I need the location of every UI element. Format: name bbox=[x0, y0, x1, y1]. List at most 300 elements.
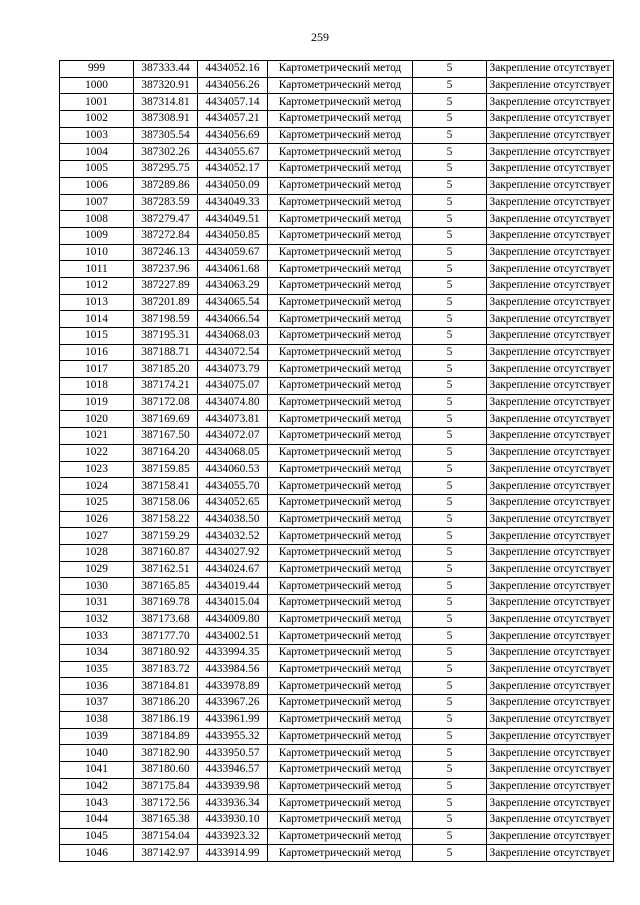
point-number-cell: 1031 bbox=[60, 595, 134, 612]
point-number-cell: 1008 bbox=[60, 211, 134, 228]
table-row bbox=[60, 161, 614, 178]
method-cell: Картометрический метод bbox=[268, 761, 413, 778]
fixing-cell: Закрепление отсутствует bbox=[487, 428, 614, 445]
method-cell: Картометрический метод bbox=[268, 578, 413, 595]
point-number-cell: 1034 bbox=[60, 645, 134, 662]
table-row bbox=[60, 578, 614, 595]
method-cell: Картометрический метод bbox=[268, 828, 413, 845]
y-coordinate-cell: 4434052.16 bbox=[198, 61, 268, 78]
table-row bbox=[60, 277, 614, 294]
point-number-cell: 1041 bbox=[60, 761, 134, 778]
table-row bbox=[60, 611, 614, 628]
table-row bbox=[60, 144, 614, 161]
point-number-cell: 1016 bbox=[60, 344, 134, 361]
fixing-cell: Закрепление отсутствует bbox=[487, 478, 614, 495]
fixing-cell: Закрепление отсутствует bbox=[487, 728, 614, 745]
method-cell: Картометрический метод bbox=[268, 645, 413, 662]
method-cell: Картометрический метод bbox=[268, 561, 413, 578]
table-row bbox=[60, 494, 614, 511]
fixing-cell: Закрепление отсутствует bbox=[487, 595, 614, 612]
point-number-cell: 1035 bbox=[60, 661, 134, 678]
method-cell: Картометрический метод bbox=[268, 778, 413, 795]
x-coordinate-cell: 387333.44 bbox=[134, 61, 198, 78]
table-row bbox=[60, 795, 614, 812]
table-row bbox=[60, 695, 614, 712]
method-cell: Картометрический метод bbox=[268, 227, 413, 244]
method-cell: Картометрический метод bbox=[268, 444, 413, 461]
point-number-cell: 1038 bbox=[60, 711, 134, 728]
fixing-cell: Закрепление отсутствует bbox=[487, 678, 614, 695]
table-row bbox=[60, 811, 614, 828]
x-coordinate-cell: 387272.84 bbox=[134, 227, 198, 244]
point-number-cell: 1023 bbox=[60, 461, 134, 478]
fixing-cell: Закрепление отсутствует bbox=[487, 711, 614, 728]
accuracy-cell: 5 bbox=[413, 661, 487, 678]
method-cell: Картометрический метод bbox=[268, 795, 413, 812]
method-cell: Картометрический метод bbox=[268, 811, 413, 828]
table-body bbox=[60, 61, 614, 862]
fixing-cell: Закрепление отсутствует bbox=[487, 561, 614, 578]
table-row bbox=[60, 511, 614, 528]
fixing-cell: Закрепление отсутствует bbox=[487, 311, 614, 328]
table-row bbox=[60, 194, 614, 211]
fixing-cell: Закрепление отсутствует bbox=[487, 661, 614, 678]
y-coordinate-cell: 4433930.10 bbox=[198, 811, 268, 828]
point-number-cell: 1044 bbox=[60, 811, 134, 828]
table-row bbox=[60, 778, 614, 795]
method-cell: Картометрический метод bbox=[268, 728, 413, 745]
table-row bbox=[60, 428, 614, 445]
x-coordinate-cell: 387167.50 bbox=[134, 428, 198, 445]
point-number-cell: 1039 bbox=[60, 728, 134, 745]
method-cell: Картометрический метод bbox=[268, 628, 413, 645]
x-coordinate-cell: 387154.04 bbox=[134, 828, 198, 845]
fixing-cell: Закрепление отсутствует bbox=[487, 511, 614, 528]
y-coordinate-cell: 4434057.21 bbox=[198, 111, 268, 128]
method-cell: Картометрический метод bbox=[268, 294, 413, 311]
method-cell: Картометрический метод bbox=[268, 378, 413, 395]
accuracy-cell: 5 bbox=[413, 828, 487, 845]
point-number-cell: 1043 bbox=[60, 795, 134, 812]
x-coordinate-cell: 387198.59 bbox=[134, 311, 198, 328]
x-coordinate-cell: 387195.31 bbox=[134, 328, 198, 345]
table-row bbox=[60, 177, 614, 194]
y-coordinate-cell: 4433923.32 bbox=[198, 828, 268, 845]
x-coordinate-cell: 387201.89 bbox=[134, 294, 198, 311]
table-row bbox=[60, 678, 614, 695]
method-cell: Картометрический метод bbox=[268, 94, 413, 111]
page-number: 259 bbox=[311, 30, 329, 44]
y-coordinate-cell: 4434050.09 bbox=[198, 177, 268, 194]
point-number-cell: 1013 bbox=[60, 294, 134, 311]
accuracy-cell: 5 bbox=[413, 561, 487, 578]
fixing-cell: Закрепление отсутствует bbox=[487, 378, 614, 395]
y-coordinate-cell: 4434065.54 bbox=[198, 294, 268, 311]
table-row bbox=[60, 645, 614, 662]
x-coordinate-cell: 387177.70 bbox=[134, 628, 198, 645]
fixing-cell: Закрепление отсутствует bbox=[487, 795, 614, 812]
method-cell: Картометрический метод bbox=[268, 344, 413, 361]
y-coordinate-cell: 4433994.35 bbox=[198, 645, 268, 662]
accuracy-cell: 5 bbox=[413, 428, 487, 445]
point-number-cell: 1003 bbox=[60, 127, 134, 144]
accuracy-cell: 5 bbox=[413, 378, 487, 395]
y-coordinate-cell: 4434061.68 bbox=[198, 261, 268, 278]
method-cell: Картометрический метод bbox=[268, 678, 413, 695]
accuracy-cell: 5 bbox=[413, 311, 487, 328]
y-coordinate-cell: 4433967.26 bbox=[198, 695, 268, 712]
point-number-cell: 1032 bbox=[60, 611, 134, 628]
y-coordinate-cell: 4434024.67 bbox=[198, 561, 268, 578]
method-cell: Картометрический метод bbox=[268, 511, 413, 528]
point-number-cell: 1022 bbox=[60, 444, 134, 461]
accuracy-cell: 5 bbox=[413, 478, 487, 495]
accuracy-cell: 5 bbox=[413, 695, 487, 712]
fixing-cell: Закрепление отсутствует bbox=[487, 294, 614, 311]
method-cell: Картометрический метод bbox=[268, 711, 413, 728]
fixing-cell: Закрепление отсутствует bbox=[487, 277, 614, 294]
x-coordinate-cell: 387302.26 bbox=[134, 144, 198, 161]
table-row bbox=[60, 661, 614, 678]
y-coordinate-cell: 4434055.67 bbox=[198, 144, 268, 161]
accuracy-cell: 5 bbox=[413, 511, 487, 528]
table-row bbox=[60, 411, 614, 428]
method-cell: Картометрический метод bbox=[268, 211, 413, 228]
accuracy-cell: 5 bbox=[413, 94, 487, 111]
point-number-cell: 1006 bbox=[60, 177, 134, 194]
accuracy-cell: 5 bbox=[413, 361, 487, 378]
table-row bbox=[60, 311, 614, 328]
x-coordinate-cell: 387188.71 bbox=[134, 344, 198, 361]
x-coordinate-cell: 387308.91 bbox=[134, 111, 198, 128]
y-coordinate-cell: 4434056.26 bbox=[198, 77, 268, 94]
accuracy-cell: 5 bbox=[413, 461, 487, 478]
fixing-cell: Закрепление отсутствует bbox=[487, 628, 614, 645]
fixing-cell: Закрепление отсутствует bbox=[487, 394, 614, 411]
method-cell: Картометрический метод bbox=[268, 478, 413, 495]
method-cell: Картометрический метод bbox=[268, 695, 413, 712]
table-row bbox=[60, 595, 614, 612]
point-number-cell: 1017 bbox=[60, 361, 134, 378]
table-row bbox=[60, 244, 614, 261]
x-coordinate-cell: 387185.20 bbox=[134, 361, 198, 378]
accuracy-cell: 5 bbox=[413, 77, 487, 94]
fixing-cell: Закрепление отсутствует bbox=[487, 244, 614, 261]
y-coordinate-cell: 4433955.32 bbox=[198, 728, 268, 745]
y-coordinate-cell: 4434059.67 bbox=[198, 244, 268, 261]
table-row bbox=[60, 828, 614, 845]
coordinates-table bbox=[59, 60, 614, 862]
table-row bbox=[60, 628, 614, 645]
table-row bbox=[60, 394, 614, 411]
fixing-cell: Закрепление отсутствует bbox=[487, 161, 614, 178]
point-number-cell: 1018 bbox=[60, 378, 134, 395]
y-coordinate-cell: 4433978.89 bbox=[198, 678, 268, 695]
point-number-cell: 1004 bbox=[60, 144, 134, 161]
table-row bbox=[60, 745, 614, 762]
fixing-cell: Закрепление отсутствует bbox=[487, 645, 614, 662]
accuracy-cell: 5 bbox=[413, 595, 487, 612]
accuracy-cell: 5 bbox=[413, 394, 487, 411]
method-cell: Картометрический метод bbox=[268, 328, 413, 345]
point-number-cell: 1036 bbox=[60, 678, 134, 695]
y-coordinate-cell: 4434068.03 bbox=[198, 328, 268, 345]
fixing-cell: Закрепление отсутствует bbox=[487, 695, 614, 712]
accuracy-cell: 5 bbox=[413, 111, 487, 128]
accuracy-cell: 5 bbox=[413, 628, 487, 645]
method-cell: Картометрический метод bbox=[268, 144, 413, 161]
table-row bbox=[60, 728, 614, 745]
x-coordinate-cell: 387172.08 bbox=[134, 394, 198, 411]
accuracy-cell: 5 bbox=[413, 227, 487, 244]
point-number-cell: 1029 bbox=[60, 561, 134, 578]
y-coordinate-cell: 4434052.17 bbox=[198, 161, 268, 178]
table-row bbox=[60, 528, 614, 545]
point-number-cell: 1005 bbox=[60, 161, 134, 178]
method-cell: Картометрический метод bbox=[268, 494, 413, 511]
table-row bbox=[60, 294, 614, 311]
y-coordinate-cell: 4434068.05 bbox=[198, 444, 268, 461]
table-row bbox=[60, 261, 614, 278]
fixing-cell: Закрепление отсутствует bbox=[487, 61, 614, 78]
method-cell: Картометрический метод bbox=[268, 461, 413, 478]
point-number-cell: 1020 bbox=[60, 411, 134, 428]
table-row bbox=[60, 544, 614, 561]
accuracy-cell: 5 bbox=[413, 244, 487, 261]
x-coordinate-cell: 387174.21 bbox=[134, 378, 198, 395]
method-cell: Картометрический метод bbox=[268, 194, 413, 211]
x-coordinate-cell: 387283.59 bbox=[134, 194, 198, 211]
table-row bbox=[60, 378, 614, 395]
point-number-cell: 1007 bbox=[60, 194, 134, 211]
accuracy-cell: 5 bbox=[413, 528, 487, 545]
y-coordinate-cell: 4434066.54 bbox=[198, 311, 268, 328]
table-row bbox=[60, 478, 614, 495]
y-coordinate-cell: 4434074.80 bbox=[198, 394, 268, 411]
fixing-cell: Закрепление отсутствует bbox=[487, 494, 614, 511]
point-number-cell: 1010 bbox=[60, 244, 134, 261]
table-row bbox=[60, 94, 614, 111]
method-cell: Картометрический метод bbox=[268, 845, 413, 862]
x-coordinate-cell: 387159.29 bbox=[134, 528, 198, 545]
point-number-cell: 1025 bbox=[60, 494, 134, 511]
point-number-cell: 1030 bbox=[60, 578, 134, 595]
method-cell: Картометрический метод bbox=[268, 428, 413, 445]
accuracy-cell: 5 bbox=[413, 745, 487, 762]
point-number-cell: 1021 bbox=[60, 428, 134, 445]
method-cell: Картометрический метод bbox=[268, 161, 413, 178]
fixing-cell: Закрепление отсутствует bbox=[487, 361, 614, 378]
y-coordinate-cell: 4434032.52 bbox=[198, 528, 268, 545]
point-number-cell: 1042 bbox=[60, 778, 134, 795]
fixing-cell: Закрепление отсутствует bbox=[487, 328, 614, 345]
fixing-cell: Закрепление отсутствует bbox=[487, 411, 614, 428]
x-coordinate-cell: 387180.60 bbox=[134, 761, 198, 778]
fixing-cell: Закрепление отсутствует bbox=[487, 761, 614, 778]
point-number-cell: 1019 bbox=[60, 394, 134, 411]
fixing-cell: Закрепление отсутствует bbox=[487, 111, 614, 128]
accuracy-cell: 5 bbox=[413, 144, 487, 161]
x-coordinate-cell: 387162.51 bbox=[134, 561, 198, 578]
table-row bbox=[60, 111, 614, 128]
x-coordinate-cell: 387169.69 bbox=[134, 411, 198, 428]
x-coordinate-cell: 387289.86 bbox=[134, 177, 198, 194]
method-cell: Картометрический метод bbox=[268, 611, 413, 628]
y-coordinate-cell: 4434060.53 bbox=[198, 461, 268, 478]
accuracy-cell: 5 bbox=[413, 544, 487, 561]
point-number-cell: 1009 bbox=[60, 227, 134, 244]
y-coordinate-cell: 4434075.07 bbox=[198, 378, 268, 395]
table-row bbox=[60, 211, 614, 228]
method-cell: Картометрический метод bbox=[268, 111, 413, 128]
method-cell: Картометрический метод bbox=[268, 77, 413, 94]
point-number-cell: 1012 bbox=[60, 277, 134, 294]
method-cell: Картометрический метод bbox=[268, 311, 413, 328]
x-coordinate-cell: 387172.56 bbox=[134, 795, 198, 812]
x-coordinate-cell: 387246.13 bbox=[134, 244, 198, 261]
accuracy-cell: 5 bbox=[413, 294, 487, 311]
accuracy-cell: 5 bbox=[413, 811, 487, 828]
point-number-cell: 1011 bbox=[60, 261, 134, 278]
accuracy-cell: 5 bbox=[413, 778, 487, 795]
table-row bbox=[60, 361, 614, 378]
fixing-cell: Закрепление отсутствует bbox=[487, 778, 614, 795]
accuracy-cell: 5 bbox=[413, 845, 487, 862]
x-coordinate-cell: 387158.22 bbox=[134, 511, 198, 528]
y-coordinate-cell: 4434055.70 bbox=[198, 478, 268, 495]
accuracy-cell: 5 bbox=[413, 328, 487, 345]
x-coordinate-cell: 387314.81 bbox=[134, 94, 198, 111]
table-row bbox=[60, 561, 614, 578]
y-coordinate-cell: 4434056.69 bbox=[198, 127, 268, 144]
point-number-cell: 1027 bbox=[60, 528, 134, 545]
method-cell: Картометрический метод bbox=[268, 544, 413, 561]
method-cell: Картометрический метод bbox=[268, 277, 413, 294]
x-coordinate-cell: 387158.06 bbox=[134, 494, 198, 511]
point-number-cell: 1014 bbox=[60, 311, 134, 328]
fixing-cell: Закрепление отсутствует bbox=[487, 461, 614, 478]
y-coordinate-cell: 4434015.04 bbox=[198, 595, 268, 612]
point-number-cell: 1046 bbox=[60, 845, 134, 862]
point-number-cell: 1045 bbox=[60, 828, 134, 845]
table-row bbox=[60, 761, 614, 778]
x-coordinate-cell: 387165.85 bbox=[134, 578, 198, 595]
y-coordinate-cell: 4433984.56 bbox=[198, 661, 268, 678]
x-coordinate-cell: 387227.89 bbox=[134, 277, 198, 294]
accuracy-cell: 5 bbox=[413, 344, 487, 361]
table-row bbox=[60, 227, 614, 244]
accuracy-cell: 5 bbox=[413, 177, 487, 194]
accuracy-cell: 5 bbox=[413, 277, 487, 294]
method-cell: Картометрический метод bbox=[268, 661, 413, 678]
x-coordinate-cell: 387295.75 bbox=[134, 161, 198, 178]
y-coordinate-cell: 4434073.81 bbox=[198, 411, 268, 428]
x-coordinate-cell: 387305.54 bbox=[134, 127, 198, 144]
accuracy-cell: 5 bbox=[413, 194, 487, 211]
x-coordinate-cell: 387165.38 bbox=[134, 811, 198, 828]
accuracy-cell: 5 bbox=[413, 611, 487, 628]
method-cell: Картометрический метод bbox=[268, 528, 413, 545]
fixing-cell: Закрепление отсутствует bbox=[487, 828, 614, 845]
fixing-cell: Закрепление отсутствует bbox=[487, 444, 614, 461]
method-cell: Картометрический метод bbox=[268, 394, 413, 411]
x-coordinate-cell: 387158.41 bbox=[134, 478, 198, 495]
accuracy-cell: 5 bbox=[413, 494, 487, 511]
table-row bbox=[60, 461, 614, 478]
table-row bbox=[60, 845, 614, 862]
accuracy-cell: 5 bbox=[413, 578, 487, 595]
fixing-cell: Закрепление отсутствует bbox=[487, 127, 614, 144]
y-coordinate-cell: 4433946.57 bbox=[198, 761, 268, 778]
point-number-cell: 1037 bbox=[60, 695, 134, 712]
method-cell: Картометрический метод bbox=[268, 177, 413, 194]
y-coordinate-cell: 4434049.51 bbox=[198, 211, 268, 228]
accuracy-cell: 5 bbox=[413, 127, 487, 144]
x-coordinate-cell: 387183.72 bbox=[134, 661, 198, 678]
point-number-cell: 1000 bbox=[60, 77, 134, 94]
method-cell: Картометрический метод bbox=[268, 261, 413, 278]
x-coordinate-cell: 387142.97 bbox=[134, 845, 198, 862]
point-number-cell: 1024 bbox=[60, 478, 134, 495]
fixing-cell: Закрепление отсутствует bbox=[487, 77, 614, 94]
y-coordinate-cell: 4434019.44 bbox=[198, 578, 268, 595]
y-coordinate-cell: 4434038.50 bbox=[198, 511, 268, 528]
fixing-cell: Закрепление отсутствует bbox=[487, 177, 614, 194]
accuracy-cell: 5 bbox=[413, 411, 487, 428]
y-coordinate-cell: 4433936.34 bbox=[198, 795, 268, 812]
table-row bbox=[60, 328, 614, 345]
method-cell: Картометрический метод bbox=[268, 61, 413, 78]
y-coordinate-cell: 4434009.80 bbox=[198, 611, 268, 628]
x-coordinate-cell: 387237.96 bbox=[134, 261, 198, 278]
accuracy-cell: 5 bbox=[413, 61, 487, 78]
point-number-cell: 1015 bbox=[60, 328, 134, 345]
y-coordinate-cell: 4433950.57 bbox=[198, 745, 268, 762]
x-coordinate-cell: 387184.89 bbox=[134, 728, 198, 745]
accuracy-cell: 5 bbox=[413, 678, 487, 695]
fixing-cell: Закрепление отсутствует bbox=[487, 745, 614, 762]
method-cell: Картометрический метод bbox=[268, 411, 413, 428]
method-cell: Картометрический метод bbox=[268, 244, 413, 261]
point-number-cell: 1026 bbox=[60, 511, 134, 528]
y-coordinate-cell: 4434027.92 bbox=[198, 544, 268, 561]
y-coordinate-cell: 4433961.99 bbox=[198, 711, 268, 728]
fixing-cell: Закрепление отсутствует bbox=[487, 144, 614, 161]
table-row bbox=[60, 127, 614, 144]
accuracy-cell: 5 bbox=[413, 795, 487, 812]
accuracy-cell: 5 bbox=[413, 711, 487, 728]
y-coordinate-cell: 4434073.79 bbox=[198, 361, 268, 378]
y-coordinate-cell: 4433939.98 bbox=[198, 778, 268, 795]
y-coordinate-cell: 4434052.65 bbox=[198, 494, 268, 511]
x-coordinate-cell: 387184.81 bbox=[134, 678, 198, 695]
x-coordinate-cell: 387320.91 bbox=[134, 77, 198, 94]
method-cell: Картометрический метод bbox=[268, 127, 413, 144]
point-number-cell: 999 bbox=[60, 61, 134, 78]
fixing-cell: Закрепление отсутствует bbox=[487, 211, 614, 228]
fixing-cell: Закрепление отсутствует bbox=[487, 544, 614, 561]
fixing-cell: Закрепление отсутствует bbox=[487, 94, 614, 111]
y-coordinate-cell: 4434072.07 bbox=[198, 428, 268, 445]
fixing-cell: Закрепление отсутствует bbox=[487, 578, 614, 595]
y-coordinate-cell: 4434057.14 bbox=[198, 94, 268, 111]
fixing-cell: Закрепление отсутствует bbox=[487, 344, 614, 361]
y-coordinate-cell: 4434002.51 bbox=[198, 628, 268, 645]
method-cell: Картометрический метод bbox=[268, 361, 413, 378]
x-coordinate-cell: 387164.20 bbox=[134, 444, 198, 461]
accuracy-cell: 5 bbox=[413, 444, 487, 461]
x-coordinate-cell: 387182.90 bbox=[134, 745, 198, 762]
